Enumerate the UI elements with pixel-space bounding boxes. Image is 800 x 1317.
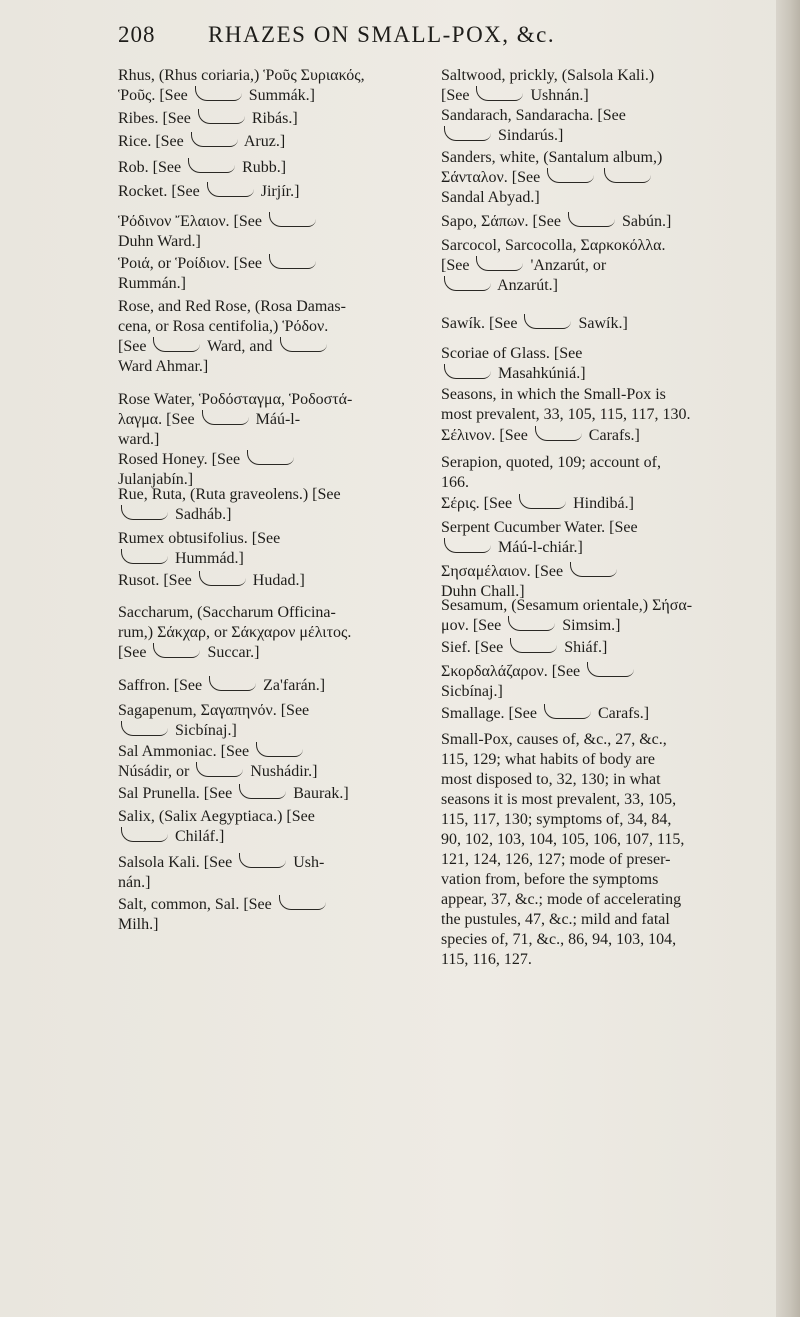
entry-line [441,538,761,558]
entry-line [441,910,761,930]
arabic-script-glyph [199,571,246,586]
arabic-script-glyph [279,895,326,910]
entry-text: Rue, Ruta, (Ruta graveolens.) [See [118,486,341,503]
book-spine-edge [776,0,800,1317]
entry-line [441,790,761,810]
page-header [118,22,718,52]
entry-text: Milh.] [118,916,159,933]
index-entry [118,158,438,178]
entry-line [118,827,438,847]
index-entry [441,453,761,493]
entry-line [118,66,438,86]
arabic-script-glyph [510,638,557,653]
entry-text: [See [441,87,474,104]
entry-line [441,126,761,146]
entry-line [118,603,438,623]
index-entry [441,518,761,558]
arabic-script-glyph [247,450,294,465]
entry-text: Seasons, in which the Small-Pox is [441,386,666,403]
entry-line [118,784,438,804]
entry-text: Rummán.] [118,275,186,292]
entry-text: Rusot. [See [118,572,196,589]
arabic-script-glyph [444,126,491,141]
arabic-script-glyph [195,86,242,101]
arabic-script-glyph [121,827,168,842]
arabic-script-glyph [209,676,256,691]
running-title: RHAZES ON SMALL-POX, &c. [208,22,556,47]
entry-text: 'Anzarút, or [526,257,607,274]
entry-text: Scoriae of Glass. [See [441,345,583,362]
entry-text: Ῥόδινον Ἔλαιον. [See [118,213,266,230]
entry-line [118,212,438,232]
index-entry [441,426,761,446]
entry-text: Rice. [See [118,133,188,150]
entry-text: 115, 117, 130; symptoms of, 34, 84, [441,811,672,828]
entry-text: Salix, (Salix Aegyptiaca.) [See [118,808,315,825]
index-entry [118,571,438,591]
entry-text [597,169,601,186]
index-entry [441,638,761,658]
entry-text: Σάνταλον. [See [441,169,545,186]
entry-text: Ribás.] [247,110,298,127]
arabic-script-glyph [191,132,238,147]
entry-text: Rumex obtusifolius. [See [118,530,281,547]
entry-text: Simsim.] [558,617,621,634]
entry-text: Rose Water, Ῥοδόσταγμα, Ῥοδοστά- [118,391,353,408]
entry-line [118,701,438,721]
index-entry [441,148,761,208]
entry-text: Serapion, quoted, 109; account of, [441,454,661,471]
entry-text: Sawík.] [574,315,628,332]
entry-text: rum,) Σάκχαρ, or Σάκχαρον μέλιτος. [118,624,352,641]
entry-text: Saltwood, prickly, (Salsola Kali.) [441,67,655,84]
index-entry [118,603,438,663]
arabic-script-glyph [269,212,316,227]
arabic-script-glyph [535,426,582,441]
index-entry [118,529,438,569]
entry-text: Sicbínaj.] [441,683,503,700]
page-number: 208 [118,22,156,47]
index-entry [441,236,761,296]
entry-text: Rosed Honey. [See [118,451,245,468]
entry-line [441,562,761,582]
index-entry [118,109,438,129]
entry-line [118,676,438,696]
arabic-script-glyph [188,158,235,173]
entry-line [441,344,761,364]
entry-line [441,405,761,425]
arabic-script-glyph [207,182,254,197]
arabic-script-glyph [239,853,286,868]
entry-line [441,314,761,334]
entry-text: cena, or Rosa centifolia,) Ῥόδον. [118,318,329,335]
entry-text: Sandarach, Sandaracha. [See [441,107,626,124]
entry-text: Sindarús.] [494,127,564,144]
entry-line [118,643,438,663]
entry-line [441,930,761,950]
entry-line [118,485,438,505]
entry-text: Succar.] [203,644,260,661]
entry-line [118,549,438,569]
entry-line [441,212,761,232]
entry-text: Salsola Kali. [See [118,854,237,871]
entry-text: vation from, before the symptoms [441,871,659,888]
arabic-script-glyph [568,212,615,227]
entry-line [441,596,761,616]
entry-line [441,730,761,750]
entry-text: Sapo, Σάπων. [See [441,213,565,230]
entry-line [118,317,438,337]
entry-text: Jirjír.] [256,183,300,200]
entry-text: Julanjabín.] [118,471,194,488]
entry-text: Ush- [289,854,325,871]
entry-text: Sal Prunella. [See [118,785,237,802]
arabic-script-glyph [444,276,491,291]
entry-text: Aruz.] [240,133,286,150]
arabic-script-glyph [570,562,617,577]
entry-text: Sandal Abyad.] [441,189,540,206]
arabic-script-glyph [256,742,303,757]
entry-text: Hudad.] [248,572,305,589]
entry-text: Ushnán.] [526,87,589,104]
entry-text: Sicbínaj.] [171,722,237,739]
arabic-script-glyph [508,616,555,631]
entry-text: [See [441,257,474,274]
index-entry [118,485,438,525]
arabic-script-glyph [444,538,491,553]
entry-text: 115, 116, 127. [441,951,532,968]
entry-text: Sagapenum, Σαγαπηνόν. [See [118,702,310,719]
index-entry [118,784,438,804]
entry-line [441,236,761,256]
arabic-script-glyph [544,704,591,719]
entry-text: seasons it is most prevalent, 33, 105, [441,791,677,808]
arabic-script-glyph [547,168,594,183]
index-entry [118,254,438,294]
index-entry [118,297,438,377]
entry-line [118,450,438,470]
entry-line [118,86,438,106]
index-entry [118,807,438,847]
entry-line [441,364,761,384]
entry-line [441,850,761,870]
entry-text: Sesamum, (Sesamum orientale,) Σήσα- [441,597,693,614]
entry-text: Duhn Chall.] [441,583,525,600]
entry-line [118,430,438,450]
entry-line [441,616,761,636]
entry-line [118,853,438,873]
index-entry [118,676,438,696]
entry-text: 166. [441,474,469,491]
index-entry [118,182,438,202]
arabic-script-glyph [239,784,286,799]
entry-text: Ward Ahmar.] [118,358,209,375]
entry-line [441,385,761,405]
entry-text: Shiáf.] [560,639,608,656]
entry-text: Máú-l-chiár.] [494,539,583,556]
index-entry [118,895,438,935]
arabic-script-glyph [476,256,523,271]
index-entry [118,390,438,450]
index-entry [441,596,761,636]
entry-text: Sabún.] [617,213,672,230]
entry-text: Σέρις. [See [441,495,517,512]
index-entry [118,742,438,782]
entry-line [441,66,761,86]
index-entry [441,314,761,334]
arabic-script-glyph [153,337,200,352]
arabic-script-glyph [519,494,566,509]
index-entry [441,344,761,384]
entry-line [118,182,438,202]
index-entry [118,701,438,741]
entry-line [441,168,761,188]
entry-line [441,638,761,658]
entry-text: 115, 129; what habits of body are [441,751,656,768]
entry-line [441,870,761,890]
index-entry [441,66,761,106]
entry-line [441,770,761,790]
entry-text: Sief. [See [441,639,508,656]
index-entry [441,106,761,146]
entry-line [118,254,438,274]
entry-line [118,390,438,410]
index-entry [118,66,438,106]
arabic-script-glyph [121,721,168,736]
entry-line [441,518,761,538]
index-entry [118,450,438,490]
arabic-script-glyph [153,643,200,658]
arabic-script-glyph [202,410,249,425]
entry-text: Za'farán.] [259,677,326,694]
entry-line [441,750,761,770]
entry-text: Carafs.] [584,427,640,444]
entry-text: Ῥοῦς. [See [118,87,192,104]
entry-text: Ribes. [See [118,110,195,127]
entry-text: Σκορδαλάζαρον. [See [441,663,585,680]
arabic-script-glyph [524,314,571,329]
entry-text: Anzarút.] [494,277,558,294]
index-entry [441,730,761,970]
entry-text: nán.] [118,874,151,891]
entry-text: Masahkúniá.] [494,365,586,382]
entry-line [118,357,438,377]
arabic-script-glyph [198,109,245,124]
index-entry [441,494,761,514]
entry-line [441,426,761,446]
entry-line [118,915,438,935]
arabic-script-glyph [604,168,651,183]
entry-line [118,410,438,430]
entry-text: Sarcocol, Sarcocolla, Σαρκοκόλλα. [441,237,666,254]
entry-text: Baurak.] [289,785,349,802]
entry-text: Σέλινον. [See [441,427,532,444]
entry-text: Chiláf.] [171,828,225,845]
entry-line [441,494,761,514]
arabic-script-glyph [269,254,316,269]
entry-text: Rubb.] [238,159,287,176]
entry-line [441,453,761,473]
entry-text: Nushádir.] [246,763,318,780]
entry-text: Rose, and Red Rose, (Rosa Damas- [118,298,346,315]
entry-text: Sawík. [See [441,315,522,332]
entry-text: species of, 71, &c., 86, 94, 103, 104, [441,931,677,948]
entry-text: appear, 37, &c.; mode of accelerating [441,891,682,908]
index-entry [441,662,761,702]
entry-text: Máú-l- [251,411,301,428]
entry-line [118,807,438,827]
entry-text: the pustules, 47, &c.; mild and fatal [441,911,670,928]
entry-text: Sadháb.] [171,506,232,523]
entry-text: Sanders, white, (Santalum album,) [441,149,663,166]
entry-text: 121, 124, 126, 127; mode of preser- [441,851,671,868]
entry-line [118,742,438,762]
entry-text: Núsádir, or [118,763,194,780]
entry-line [118,571,438,591]
entry-line [118,873,438,893]
entry-line [441,662,761,682]
entry-line [118,895,438,915]
entry-text: Hindibá.] [569,495,634,512]
arabic-script-glyph [587,662,634,677]
entry-text: μον. [See [441,617,506,634]
entry-text: Rocket. [See [118,183,204,200]
entry-line [441,106,761,126]
arabic-script-glyph [121,505,168,520]
index-entry [118,853,438,893]
entry-line [118,623,438,643]
entry-text: Rhus, (Rhus coriaria,) Ῥοῦς Συριακός, [118,67,365,84]
entry-line [118,337,438,357]
index-entry [118,212,438,252]
entry-line [118,297,438,317]
entry-text: Carafs.] [593,705,650,722]
entry-text: 90, 102, 103, 104, 105, 106, 107, 115, [441,831,685,848]
entry-line [118,762,438,782]
entry-line [118,158,438,178]
entry-text: Sal Ammoniac. [See [118,743,254,760]
entry-text: Small-Pox, causes of, &c., 27, &c., [441,731,667,748]
index-entry [118,132,438,152]
arabic-script-glyph [444,364,491,379]
entry-text: Summák.] [244,87,315,104]
entry-text: most disposed to, 32, 130; in what [441,771,661,788]
entry-text: [See [118,338,151,355]
entry-text: Smallage. [See [441,705,541,722]
entry-line [118,505,438,525]
arabic-script-glyph [280,337,327,352]
entry-text: Ward, and [203,338,277,355]
index-entry [441,704,761,724]
entry-line [441,473,761,493]
entry-text: Salt, common, Sal. [See [118,896,276,913]
entry-line [441,682,761,702]
arabic-script-glyph [476,86,523,101]
index-entry [441,385,761,425]
entry-line [441,188,761,208]
entry-text: Ῥοιά, or Ῥοίδιον. [See [118,255,267,272]
arabic-script-glyph [121,549,168,564]
entry-line [441,830,761,850]
entry-line [441,810,761,830]
entry-text: Rob. [See [118,159,186,176]
index-entry [441,212,761,232]
entry-line [118,529,438,549]
entry-line [118,274,438,294]
entry-text: Saffron. [See [118,677,207,694]
entry-line [118,232,438,252]
entry-line [441,86,761,106]
entry-text: Duhn Ward.] [118,233,201,250]
arabic-script-glyph [196,762,243,777]
entry-line [118,109,438,129]
entry-line [441,148,761,168]
entry-line [441,276,761,296]
entry-text: Hummád.] [171,550,244,567]
entry-line [118,721,438,741]
entry-text: λαγμα. [See [118,411,199,428]
entry-line [441,256,761,276]
entry-line [441,950,761,970]
entry-text: most prevalent, 33, 105, 115, 117, 130. [441,406,691,423]
entry-text: [See [118,644,151,661]
entry-line [441,704,761,724]
entry-line [441,890,761,910]
entry-text: Σησαμέλαιον. [See [441,563,568,580]
entry-text: ward.] [118,431,160,448]
entry-line [118,132,438,152]
entry-text: Serpent Cucumber Water. [See [441,519,638,536]
entry-text: Saccharum, (Saccharum Officina- [118,604,336,621]
